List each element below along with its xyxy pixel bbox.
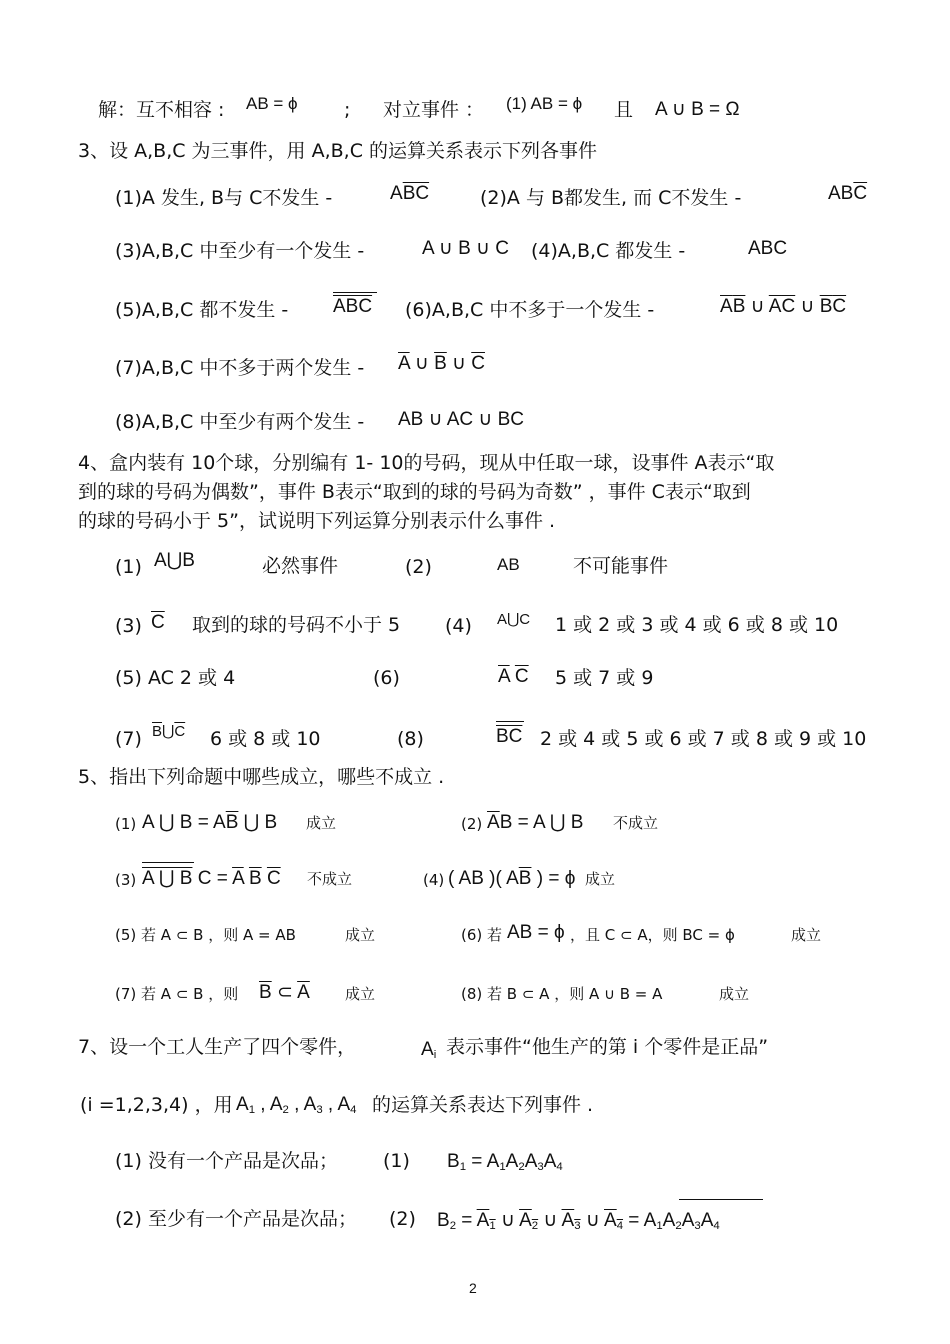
question-3: 3、设 A,B,C 为三事件，用 A,B,C 的运算关系表示下列各事件 bbox=[78, 140, 598, 162]
question-4-line3: 的球的号码小于 5”，试说明下列运算分别表示什么事件 . bbox=[78, 510, 556, 532]
status: 不成立 bbox=[307, 870, 353, 888]
item-text: 1 或 2 或 3 或 4 或 6 或 8 或 10 bbox=[555, 614, 839, 636]
formula: (1) AB = ϕ bbox=[506, 94, 583, 113]
item-number: (1) bbox=[115, 815, 137, 833]
formula: $\overline{A}\overline{B}$ ∪ $\overline{A}\overline{C}$ ∪ $\overline{B}\overline{C}$ bbox=[720, 296, 847, 317]
question-4-line1: 4、盒内装有 10个球，分别编有 1- 10的号码，现从中任取一球，设事件 A表示“取 bbox=[78, 452, 775, 474]
item-text: (1) 没有一个产品是次品； bbox=[115, 1150, 338, 1172]
formula: AB ∪ AC ∪ BC bbox=[398, 409, 525, 430]
formula: AB = ϕ bbox=[246, 94, 298, 113]
item-number: (3) bbox=[115, 871, 137, 889]
formula: $\overline{C}$ bbox=[151, 612, 165, 633]
status: 成立 bbox=[791, 926, 822, 944]
formula: $\overline{BC}$ bbox=[496, 726, 523, 747]
item-text: (6) 若 bbox=[461, 926, 503, 944]
formula: A⋃C bbox=[497, 611, 531, 628]
item-text: ，且 C ⊂ A，则 BC = ϕ bbox=[570, 926, 735, 944]
formula: $\overline{ABC}$ bbox=[333, 296, 373, 317]
text: ; bbox=[344, 99, 351, 121]
status: 成立 bbox=[585, 870, 616, 888]
item-text: (5) 若 A ⊂ B ，则 A = AB bbox=[115, 926, 296, 944]
item-number: (2) bbox=[389, 1208, 416, 1230]
item-number: (4) bbox=[445, 615, 472, 637]
question-7-line2: (i =1,2,3,4) ，用 bbox=[80, 1094, 233, 1116]
item-text: (7) 若 A ⊂ B ，则 bbox=[115, 985, 239, 1003]
formula: $A_1$ , $A_2$ , $A_3$ , $A_4$ bbox=[236, 1094, 357, 1116]
status: 不成立 bbox=[613, 814, 659, 832]
item-text: (1)A 发生, B与 C不发生 - bbox=[115, 187, 333, 209]
formula: ( AB )( $A\overline{B}$ ) = ϕ bbox=[448, 868, 576, 889]
item-text: 取到的球的号码不小于 5 bbox=[192, 614, 401, 636]
item-number: (8) bbox=[397, 728, 424, 750]
formula: A⋃B bbox=[154, 550, 195, 571]
formula: A ⋃ B $C = \overline{A}$ $\overline{B}$ $\overline{C}$ bbox=[142, 868, 281, 889]
page-number: 2 bbox=[469, 1280, 477, 1296]
formula: $\overline{B}$ ⊂ $\overline{A}$ bbox=[259, 982, 310, 1003]
formula: $B_2 = A_1$ ∪ $A_2$ ∪ $A_3$ ∪ $A_4 = A_1A_2A_3A_4$ bbox=[437, 1210, 720, 1232]
item-number: (1) bbox=[383, 1150, 410, 1172]
status: 成立 bbox=[345, 985, 376, 1003]
formula: $\overline{A}$ ∪ $\overline{B}$ ∪ $\overline{C}$ bbox=[398, 353, 485, 374]
question-7-line1: 7、设一个工人生产了四个零件， bbox=[78, 1036, 357, 1058]
question-7-line1b: 表示事件“他生产的第 i 个零件是正品” bbox=[446, 1036, 769, 1058]
formula: $AB\overline{C}$ bbox=[828, 183, 868, 204]
status: 成立 bbox=[345, 926, 376, 944]
text: 对立事件 ： bbox=[383, 99, 485, 121]
item-number: (2) bbox=[461, 815, 483, 833]
item-text: 6 或 8 或 10 bbox=[210, 728, 321, 750]
item-text: (3)A,B,C 中至少有一个发生 - bbox=[115, 240, 365, 262]
item-text: (5)A,B,C 都不发生 - bbox=[115, 299, 289, 321]
item-text: (5) AC 2 或 4 bbox=[115, 667, 236, 689]
item-text: (8) 若 B ⊂ A ，则 A ∪ B = A bbox=[461, 985, 663, 1003]
formula: $B_1 = A_1A_2A_3A_4$ bbox=[447, 1151, 563, 1173]
status: 成立 bbox=[719, 985, 750, 1003]
formula: $\overline{A}B = A$ ⋃ B bbox=[487, 812, 584, 833]
item-text: 2 或 4 或 5 或 6 或 7 或 8 或 9 或 10 bbox=[540, 728, 867, 750]
status: 成立 bbox=[306, 814, 337, 832]
item-text: 必然事件 bbox=[262, 555, 339, 577]
formula: $A_i$ bbox=[421, 1039, 437, 1061]
question-5: 5、指出下列命题中哪些成立，哪些不成立 . bbox=[78, 766, 445, 788]
item-number: (2) bbox=[405, 556, 432, 578]
formula: A ∪ B = Ω bbox=[655, 99, 740, 120]
item-number: (4) bbox=[423, 871, 445, 889]
item-text: 不可能事件 bbox=[573, 555, 669, 577]
item-number: (6) bbox=[373, 667, 400, 689]
formula: ABC bbox=[748, 238, 788, 259]
item-number: (3) bbox=[115, 615, 142, 637]
item-text: (7)A,B,C 中不多于两个发生 - bbox=[115, 357, 365, 379]
formula: A ⋃ $B = A\overline{B}$ ⋃ B bbox=[142, 812, 278, 833]
question-4-line2: 到的球的号码为偶数”，事件 B表示“取到的球的号码为奇数” ，事件 C表示“取到 bbox=[78, 481, 751, 503]
item-text: (2)A 与 B都发生, 而 C不发生 - bbox=[480, 187, 742, 209]
item-text: (8)A,B,C 中至少有两个发生 - bbox=[115, 411, 365, 433]
item-text: (4)A,B,C 都发生 - bbox=[531, 240, 686, 262]
item-text: (6)A,B,C 中不多于一个发生 - bbox=[405, 299, 655, 321]
answer-label: 解：互不相容 : bbox=[98, 99, 225, 121]
item-text: 5 或 7 或 9 bbox=[555, 667, 654, 689]
item-number: (7) bbox=[115, 728, 142, 750]
formula: AB = ϕ bbox=[507, 922, 565, 943]
item-number: (1) bbox=[115, 556, 142, 578]
formula: $A\overline{BC}$ bbox=[390, 183, 430, 204]
formula: A ∪ B ∪ C bbox=[422, 238, 509, 259]
question-7-line2b: 的运算关系表达下列事件 . bbox=[372, 1094, 594, 1116]
text: 且 bbox=[614, 99, 634, 121]
item-text: (2) 至少有一个产品是次品； bbox=[115, 1208, 357, 1230]
formula: $\overline{A}$ $\overline{C}$ bbox=[498, 666, 529, 687]
formula: $\overline{B}⋃\overline{C}$ bbox=[152, 723, 186, 740]
formula: AB bbox=[497, 555, 520, 574]
